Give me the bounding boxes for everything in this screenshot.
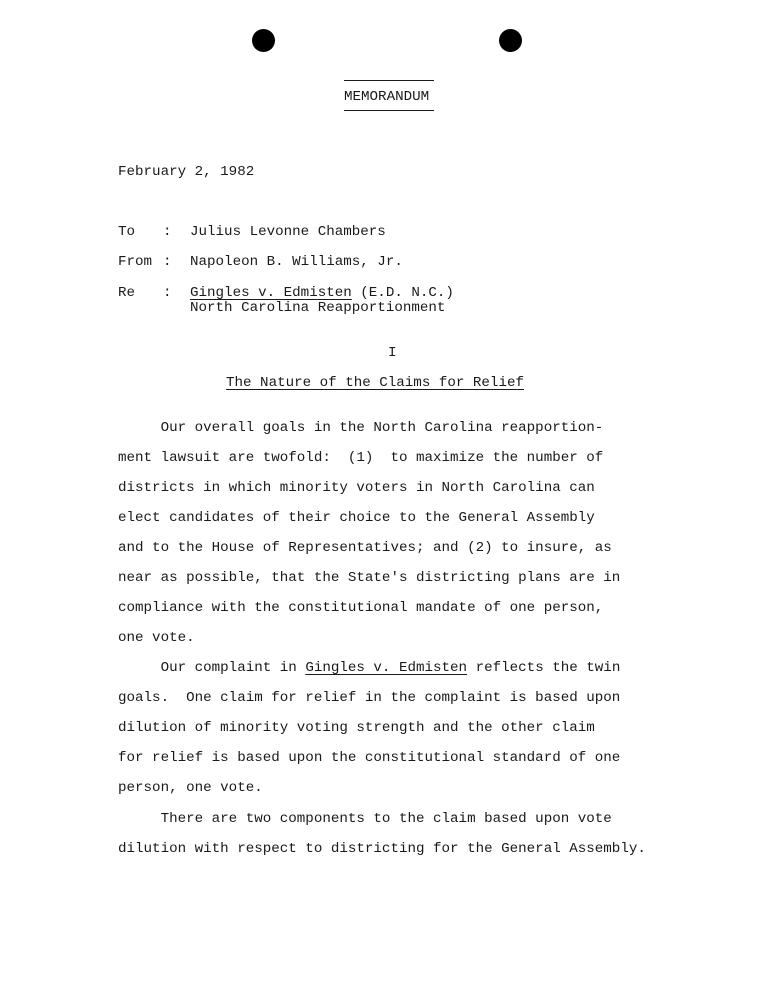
section-numeral: I (388, 345, 397, 361)
p2-line-1 (118, 660, 620, 676)
to-colon: : (163, 224, 172, 240)
p2-line-4: for relief is based upon the constitutional standard of one (118, 750, 621, 766)
p3-line-2: dilution with respect to districting for the General Assembly. (118, 841, 646, 857)
p2-case-name: Gingles v. Edmisten (305, 660, 468, 676)
to-label: To (118, 224, 136, 240)
p2-lead: Our complaint in (118, 660, 306, 676)
re-colon: : (163, 285, 172, 301)
p1-line-3: districts in which minority voters in North Carolina can (118, 480, 595, 496)
heading-rule-top (344, 80, 434, 81)
from-colon: : (163, 254, 172, 270)
p1-line-4: elect candidates of their choice to the General Assembly (118, 510, 595, 526)
to-value: Julius Levonne Chambers (190, 224, 386, 240)
p3-line-1: There are two components to the claim based upon vote (118, 811, 612, 827)
p1-line-6: near as possible, that the State's districting plans are in (118, 570, 621, 586)
p2-line-2: goals. One claim for relief in the complaint is based upon (118, 690, 621, 706)
p1-line-5: and to the House of Representatives; and (2) to insure, as (118, 540, 612, 556)
p1-line-2: ment lawsuit are twofold: (1) to maximize the number of (118, 450, 604, 466)
from-label: From (118, 254, 153, 270)
p1-line-8: one vote. (118, 630, 195, 646)
re-court: (E.D. N.C.) (351, 285, 454, 301)
re-case-name: Gingles v. Edmisten (190, 285, 352, 301)
re-line-1 (190, 285, 454, 301)
binder-hole-right (499, 29, 522, 52)
binder-hole-left (252, 29, 275, 52)
from-value: Napoleon B. Williams, Jr. (190, 254, 403, 270)
memo-date: February 2, 1982 (118, 164, 255, 180)
p2-line-5: person, one vote. (118, 780, 263, 796)
p1-line-7: compliance with the constitutional mandate of one person, (118, 600, 604, 616)
p2-tail: reflects the twin (467, 660, 621, 676)
p1-line-1: Our overall goals in the North Carolina reapportion- (118, 420, 604, 436)
re-line-2: North Carolina Reapportionment (190, 300, 446, 316)
memo-heading: MEMORANDUM (344, 89, 430, 105)
p2-line-3: dilution of minority voting strength and the other claim (118, 720, 595, 736)
section-title: The Nature of the Claims for Relief (226, 375, 524, 391)
re-label: Re (118, 285, 136, 301)
heading-rule-bottom (344, 110, 434, 111)
